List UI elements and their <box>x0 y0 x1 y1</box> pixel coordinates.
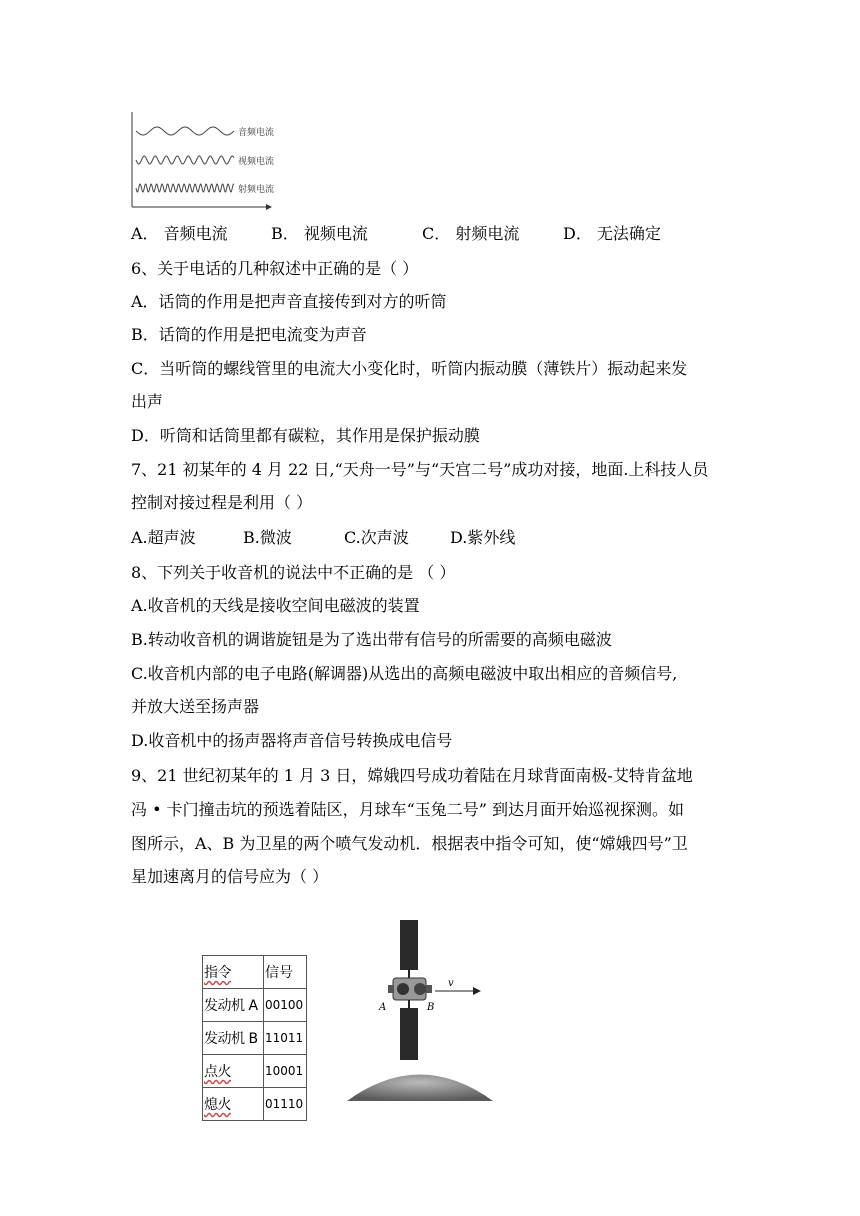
table-row <box>203 1088 307 1121</box>
q6-stem: 6、关于电话的几种叙述中正确的是（ ） <box>131 259 419 278</box>
q7-stem-line1: 7、21 初某年的 4 月 22 日,“天舟一号”与“天宫二号”成功对接，地面.上科技人员 <box>131 460 709 479</box>
q9-stem-line3: 图所示，A、B 为卫星的两个喷气发动机．根据表中指令可知，使“嫦娥四号”卫 <box>131 834 688 853</box>
q9-stem-line1: 9、21 世纪初某年的 1 月 3 日，嫦娥四号成功着陆在月球背面南极-艾特肯盆地 <box>131 766 693 785</box>
rf-wave <box>136 184 234 192</box>
q7-option-b: B.微波 <box>243 528 292 547</box>
q6-option-c-line2: 出声 <box>131 392 164 411</box>
q7-option-a: A.超声波 <box>131 528 196 547</box>
table-row <box>203 1022 307 1055</box>
video-wave <box>136 156 234 164</box>
table-cell-signal: 11011 <box>264 1022 307 1055</box>
q5-option-d: D． 无法确定 <box>563 224 661 243</box>
upper-solar-panel <box>400 920 418 970</box>
q8-option-c-line2: 并放大送至扬声器 <box>131 697 260 716</box>
lower-solar-panel <box>400 1008 418 1060</box>
q5-options <box>131 224 661 244</box>
table-row <box>203 1055 307 1088</box>
q6-option-a: A．话筒的作用是把声音直接传到对方的听筒 <box>131 292 447 311</box>
q8-option-b: B.转动收音机的调谐旋钮是为了选出带有信号的所需要的高频电磁波 <box>131 630 612 649</box>
q9-stem-line2: 冯 • 卡门撞击坑的预选着陆区，月球车“玉兔二号” 到达月面开始巡视探测。如 <box>131 800 685 819</box>
q6-option-d: D．听筒和话筒里都有碳粒，其作用是保护振动膜 <box>131 426 480 445</box>
label-b: B <box>427 1002 435 1013</box>
audio-wave-label: 音频电流 <box>238 128 275 138</box>
q8-option-c-line1: C.收音机内部的电子电路(解调器)从选出的高频电磁波中取出相应的音频信号, <box>131 664 678 683</box>
q8-option-d: D.收音机中的扬声器将声音信号转换成电信号 <box>131 731 453 750</box>
table-cell-command: 熄火 <box>203 1088 264 1121</box>
q7-stem-line2: 控制对接过程是利用（ ） <box>131 493 313 512</box>
rf-wave-label: 射频电流 <box>238 185 275 195</box>
q5-option-b: B． 视频电流 <box>271 224 368 243</box>
thruster-b <box>414 983 426 995</box>
velocity-label: v <box>448 978 454 989</box>
table-header-command: 指令 <box>203 956 264 989</box>
q5-option-a: A． 音频电流 <box>131 224 228 243</box>
thruster-a <box>397 983 409 995</box>
figure-x-arrow <box>266 204 272 210</box>
table-cell-signal: 01110 <box>264 1088 307 1121</box>
command-table <box>202 955 307 1121</box>
waveform-figure <box>126 108 286 210</box>
satellite-figure <box>345 918 495 1103</box>
q7-options <box>131 528 515 548</box>
q9-stem-line4: 星加速离月的信号应为（ ） <box>131 867 329 886</box>
q8-stem: 8、下列关于收音机的说法中不正确的是 （ ） <box>131 563 456 582</box>
table-cell-command: 发动机 A <box>203 989 264 1022</box>
q6-option-b: B．话筒的作用是把电流变为声音 <box>131 325 367 344</box>
table-header-signal: 信号 <box>264 956 307 989</box>
table-cell-command: 发动机 B <box>203 1022 264 1055</box>
audio-wave <box>136 127 234 135</box>
table-header-row <box>203 956 307 989</box>
label-a: A <box>379 1002 387 1013</box>
video-wave-label: 视频电流 <box>238 157 275 167</box>
q6-option-c-line1: C．当听筒的螺线管里的电流大小变化时，听筒内振动膜（薄铁片）振动起来发 <box>131 359 688 378</box>
moon-surface <box>347 1075 493 1102</box>
q7-option-d: D.紫外线 <box>450 528 516 547</box>
table-cell-command: 点火 <box>203 1055 264 1088</box>
q8-option-a: A.收音机的天线是接收空间电磁波的装置 <box>131 596 420 615</box>
q5-option-c: C． 射频电流 <box>422 224 520 243</box>
table-cell-signal: 00100 <box>264 989 307 1022</box>
table-cell-signal: 10001 <box>264 1055 307 1088</box>
q7-option-c: C.次声波 <box>344 528 409 547</box>
table-row <box>203 989 307 1022</box>
